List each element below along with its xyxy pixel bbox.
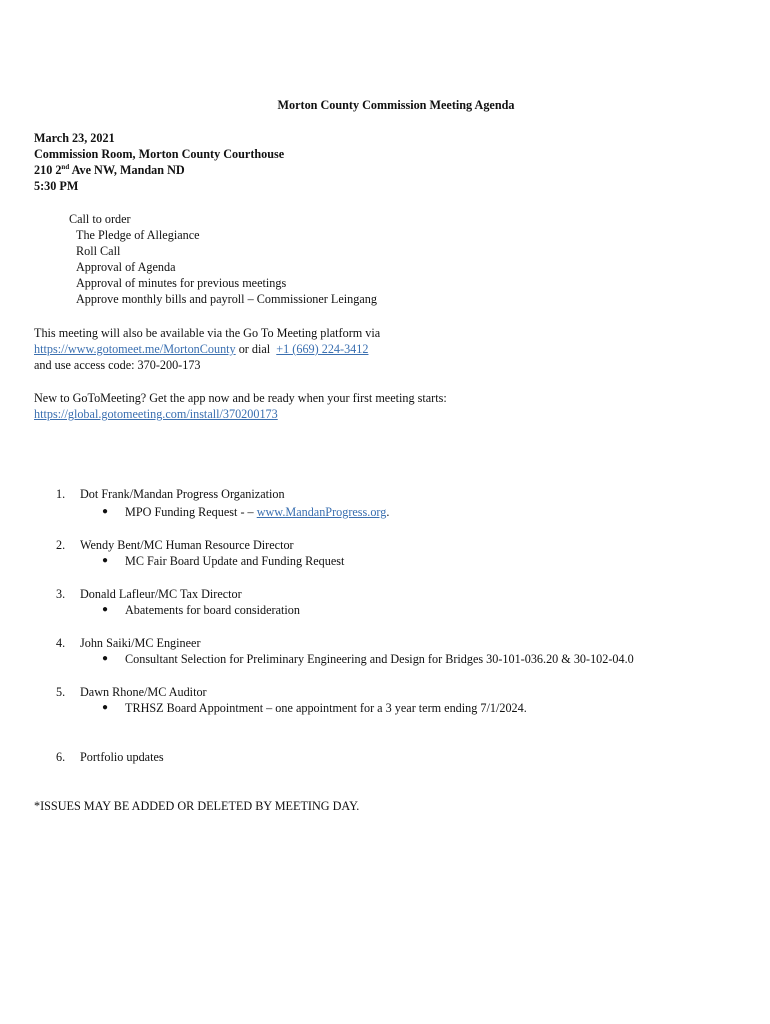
phone-link[interactable]: +1 (669) 224-3412 [276,342,369,356]
subitem-prefix: MPO Funding Request - – [125,505,257,519]
agenda-title: John Saiki/MC Engineer [80,636,201,650]
agenda-title: Dawn Rhone/MC Auditor [80,685,207,699]
agenda-title: Dot Frank/Mandan Progress Organization [80,487,285,501]
access-code: and use access code: 370-200-173 [34,358,201,372]
bullet-icon: ● [102,653,109,664]
agenda-number: 4. [56,636,66,650]
opening-item: Approval of minutes for previous meetings [76,276,287,290]
meeting-time: 5:30 PM [34,179,79,193]
agenda-title: Portfolio updates [80,750,164,764]
meeting-address [34,162,185,178]
address-superscript: nd [61,162,70,171]
agenda-subitem-text: Abatements for board consideration [125,603,300,617]
or-dial-text: or dial [235,342,277,356]
install-line [34,406,278,422]
agenda-number: 3. [56,587,66,601]
agenda-subitem-text: TRHSZ Board Appointment – one appointment for a 3 year term ending 7/1/2024. [125,701,527,715]
bullet-icon: ● [102,506,109,517]
footer-note: *ISSUES MAY BE ADDED OR DELETED BY MEETING DAY. [34,799,360,813]
agenda-number: 1. [56,487,66,501]
agenda-subitem-text: MC Fair Board Update and Funding Request [125,554,345,568]
address-prefix: 210 2 [34,163,62,177]
agenda-subitem-text: Consultant Selection for Preliminary Engineering and Design for Bridges 30-101-036.20 & 30-102-04.0 [125,652,634,666]
gotomeeting-url-link[interactable]: https://www.gotomeet.me/MortonCounty [34,342,236,356]
agenda-number: 2. [56,538,66,552]
address-suffix: Ave NW, Mandan ND [69,163,185,177]
opening-item: Roll Call [76,244,121,258]
agenda-title: Wendy Bent/MC Human Resource Director [80,538,294,552]
gotomeeting-intro: This meeting will also be available via the Go To Meeting platform via [34,326,381,340]
meeting-location: Commission Room, Morton County Courthouse [34,147,285,161]
agenda-number: 5. [56,685,66,699]
opening-item: The Pledge of Allegiance [76,228,200,242]
meeting-date: March 23, 2021 [34,131,115,145]
subitem-suffix: . [386,505,390,519]
mandan-progress-link[interactable]: www.MandanProgress.org [256,505,387,519]
bullet-icon: ● [102,702,109,713]
opening-item: Approve monthly bills and payroll – Commissioner Leingang [76,292,377,306]
agenda-title: Donald Lafleur/MC Tax Director [80,587,242,601]
agenda-number: 6. [56,750,66,764]
opening-item: Approval of Agenda [76,260,176,274]
gotomeeting-link-line [34,341,368,357]
new-to-gotomeeting: New to GoToMeeting? Get the app now and be ready when your first meeting starts: [34,391,447,405]
install-url-link[interactable]: https://global.gotomeeting.com/install/370200173 [34,407,278,421]
bullet-icon: ● [102,555,109,566]
call-to-order: Call to order [69,212,131,226]
bullet-icon: ● [102,604,109,615]
agenda-subitem-text [125,504,389,520]
page-title: Morton County Commission Meeting Agenda [277,98,515,112]
